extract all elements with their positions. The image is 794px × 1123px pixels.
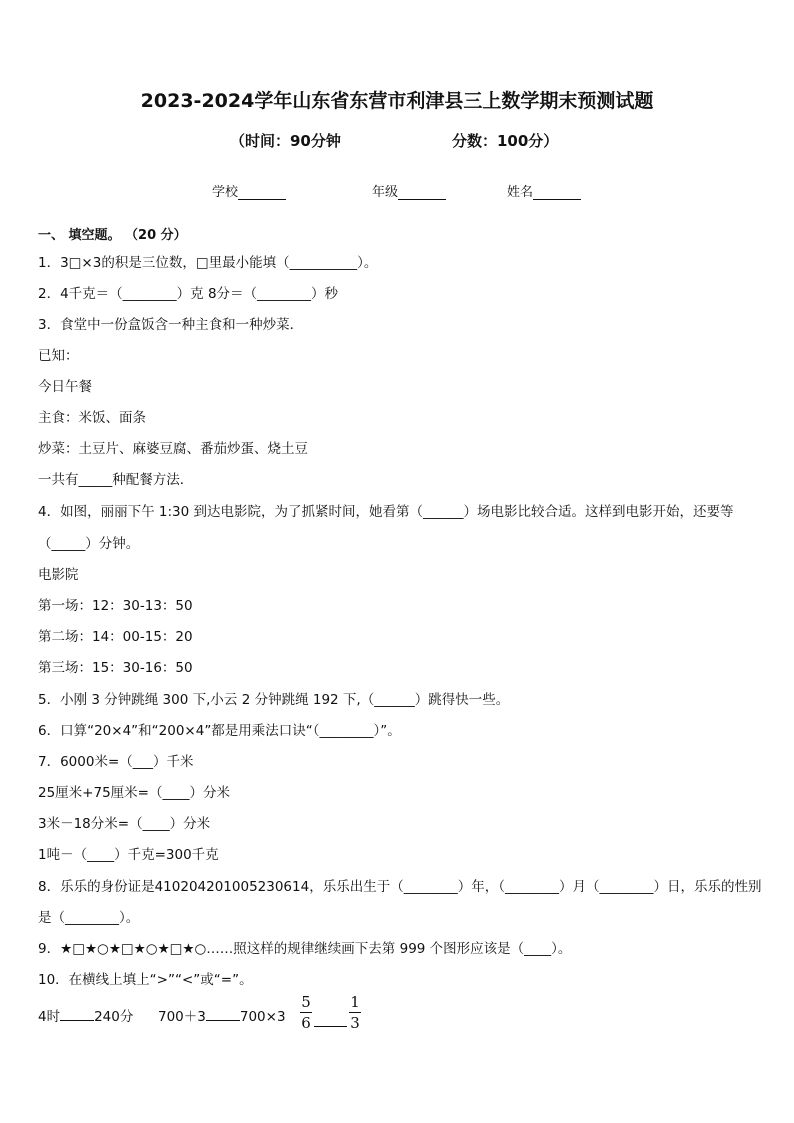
show-3: 第三场：15：30-16：50 [38,660,193,676]
question-7-d: 1吨－（____）千克=300千克 [38,847,219,863]
question-3-ask: 一共有_____种配餐方法． [38,472,194,488]
compare-b-right: 700×3 [239,1009,286,1025]
question-4: 4．如图，丽丽下午 1:30 到达电影院，为了抓紧时间，她看第（______）场电影比较合适。这样到电影开始，还要等 [38,504,734,520]
question-3-staple: 主食：米饭、面条 [38,410,146,426]
exam-meta [0,130,794,152]
question-4-cont: （_____）分钟。 [38,536,140,552]
page-title: 2023-2024学年山东省东营市利津县三上数学期末预测试题 [140,90,654,112]
question-7-c: 3米－18分米=（____）分米 [38,816,211,832]
grade-field [372,181,446,200]
show-2: 第二场：14：00-15：20 [38,629,193,645]
question-3-known: 已知： [38,348,79,364]
show-1: 第一场：12：30-13：50 [38,598,193,614]
question-8-cont: 是（________）。 [38,910,140,926]
fraction-1-numerator: 5 [301,993,311,1011]
grade-blank[interactable] [398,185,446,200]
question-10: 10．在横线上填上“>”“<”或“=”。 [38,972,253,988]
grade-label: 年级 [372,185,399,200]
cinema-label: 电影院 [38,567,79,583]
school-label: 学校 [212,185,239,200]
exam-time: （时间：90分钟 [230,132,341,150]
question-1: 1．3□×3的积是三位数，□里最小能填（__________）。 [38,255,378,271]
fraction-2-bar [349,1012,361,1013]
compare-b-blank[interactable] [206,1008,240,1021]
fraction-2-numerator: 1 [350,993,360,1011]
fraction-one-third [349,993,361,1032]
question-3-menu-title: 今日午餐 [38,379,92,395]
compare-a-blank[interactable] [60,1008,94,1021]
question-6: 6．口算“20×4”和“200×4”都是用乘法口诀“（________）”。 [38,723,401,739]
question-2: 2．4千克＝（________）克 8分＝（________）秒 [38,286,339,302]
question-10-compare-a [38,1005,133,1025]
fraction-five-sixths [300,993,312,1032]
question-3-dishes: 炒菜：土豆片、麻婆豆腐、番茄炒蛋、烧土豆 [38,441,308,457]
question-9: 9．★□★○★□★○★□★○……照这样的规律继续画下去第 999 个图形应该是（____）。 [38,941,572,957]
question-10-compare-b [158,1005,286,1025]
question-7-b: 25厘米+75厘米=（____）分米 [38,785,230,801]
school-blank[interactable] [238,185,286,200]
question-3: 3．食堂中一份盒饭含一种主食和一种炒菜． [38,317,304,333]
compare-a-right: 240分 [94,1009,134,1025]
compare-c-blank[interactable] [314,1014,347,1027]
fraction-1-denominator: 6 [301,1014,311,1032]
compare-a-left: 4时 [38,1009,61,1025]
question-7: 7．6000米=（___）千米 [38,754,194,770]
name-field [507,181,581,200]
question-5: 5．小刚 3 分钟跳绳 300 下,小云 2 分钟跳绳 192 下,（______）跳得快一些。 [38,692,510,708]
section-heading: 一、 填空题。 （20 分） [38,228,187,243]
name-label: 姓名 [507,185,534,200]
fraction-1-bar [300,1012,312,1013]
question-8: 8．乐乐的身份证是410204201005230614，乐乐出生于（________）年，（________）月（________）日，乐乐的性别 [38,879,762,895]
student-info [0,181,794,201]
compare-b-left: 700＋3 [158,1009,206,1025]
name-blank[interactable] [533,185,581,200]
school-field [212,181,286,200]
fraction-2-denominator: 3 [350,1014,360,1032]
exam-score: 分数：100分） [452,132,559,150]
